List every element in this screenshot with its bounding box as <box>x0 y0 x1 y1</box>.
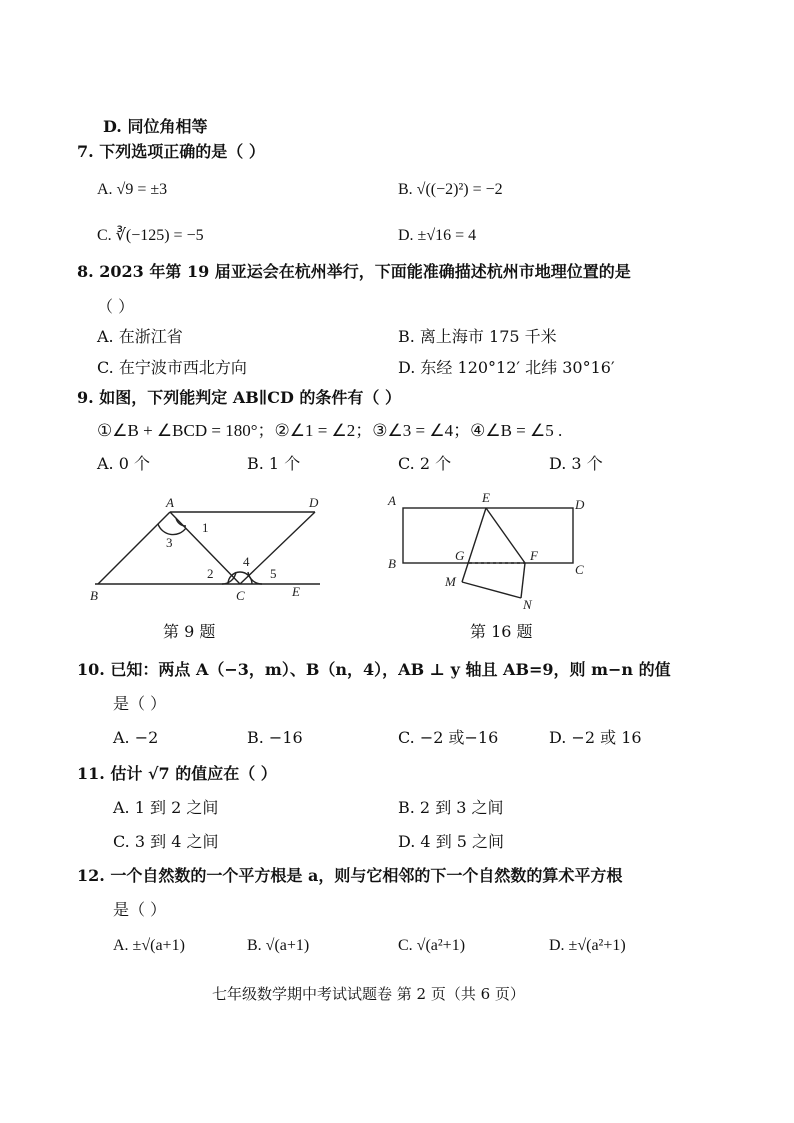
fig16-label-c: C <box>575 562 584 577</box>
fig9-angle-1: 1 <box>202 520 209 535</box>
q7-stem: 7. 下列选项正确的是（ ） <box>77 142 265 161</box>
fig16-label-a: A <box>388 493 396 508</box>
fig9-angle-4: 4 <box>243 554 250 569</box>
line-mn <box>462 582 521 598</box>
q9-stem: 9. 如图，下列能判定 AB∥CD 的条件有（ ） <box>77 388 402 407</box>
q7-option-c: C. ∛(−125) = −5 <box>97 227 204 244</box>
q12-option-d: D. ±√(a²+1) <box>549 937 626 954</box>
q7-option-d: D. ±√16 = 4 <box>398 227 477 244</box>
fig16-label-b: B <box>388 556 396 571</box>
q11-option-a: A. 1 到 2 之间 <box>113 798 219 817</box>
fig9-angle-5: 5 <box>270 566 277 581</box>
fig9-angle-2: 2 <box>207 566 214 581</box>
q6-option-d: D. 同位角相等 <box>103 117 208 136</box>
q8-paren: （ ） <box>97 297 135 316</box>
q7-option-b: B. √((−2)²) = −2 <box>398 181 503 198</box>
fig16-label-d: D <box>575 497 585 512</box>
fig16-label-f: F <box>530 548 538 563</box>
q8-option-a: A. 在浙江省 <box>97 327 183 346</box>
line-cd <box>240 512 315 584</box>
q12-stem: 12. 一个自然数的一个平方根是 a，则与它相邻的下一个自然数的算术平方根 <box>77 866 623 885</box>
rectangle-abcd <box>403 508 573 563</box>
line-ab <box>98 512 170 584</box>
q11-option-b: B. 2 到 3 之间 <box>398 798 504 817</box>
figure-q9 <box>80 492 340 612</box>
q10-option-d: D. −2 或 16 <box>549 728 642 747</box>
page-footer: 七年级数学期中考试试题卷 第 2 页（共 6 页） <box>212 985 525 1003</box>
q9-option-d: D. 3 个 <box>549 454 603 473</box>
q11-option-c: C. 3 到 4 之间 <box>113 832 219 851</box>
q11-stem: 11. 估计 √7 的值应在（ ） <box>77 764 277 783</box>
q11-option-d: D. 4 到 5 之间 <box>398 832 505 851</box>
fig16-label-m: M <box>445 574 456 589</box>
q10-stem-cont: 是（ ） <box>113 694 167 713</box>
q8-option-d: D. 东经 120°12′ 北纬 30°16′ <box>398 358 615 377</box>
fig16-caption: 第 16 题 <box>470 622 533 641</box>
q12-option-c: C. √(a²+1) <box>398 937 466 954</box>
q12-stem-cont: 是（ ） <box>113 900 167 919</box>
q10-option-c: C. −2 或−16 <box>398 728 499 747</box>
fig16-label-g: G <box>455 548 465 563</box>
q7-option-a: A. √9 = ±3 <box>97 181 168 198</box>
q12-option-a: A. ±√(a+1) <box>113 937 185 954</box>
q10-stem: 10. 已知：两点 A（−3，m）、B（n，4），AB ⊥ y 轴且 AB=9，则 m−n 的值 <box>77 660 671 679</box>
fig9-caption: 第 9 题 <box>163 622 216 641</box>
q10-option-a: A. −2 <box>113 728 159 747</box>
line-em <box>462 508 486 582</box>
fig16-label-e: E <box>482 490 490 505</box>
fig9-angle-3: 3 <box>166 535 173 550</box>
q9-option-c: C. 2 个 <box>398 454 452 473</box>
q12-option-b: B. √(a+1) <box>247 937 310 954</box>
q8-option-c: C. 在宁波市西北方向 <box>97 358 247 377</box>
fig9-label-a: A <box>166 495 174 510</box>
fig9-label-e: E <box>292 584 300 599</box>
q9-conditions: ①∠B + ∠BCD = 180°；②∠1 = ∠2；③∠3 = ∠4；④∠B = ∠5 . <box>97 421 563 440</box>
q10-option-b: B. −16 <box>247 728 303 747</box>
fig16-label-n: N <box>523 597 532 612</box>
q9-option-b: B. 1 个 <box>247 454 301 473</box>
line-fn <box>521 563 525 598</box>
figure-q16 <box>385 488 595 613</box>
q8-stem: 8. 2023 年第 19 届亚运会在杭州举行，下面能准确描述杭州市地理位置的是 <box>77 262 631 281</box>
line-ef <box>486 508 525 563</box>
q8-option-b: B. 离上海市 175 千米 <box>398 327 557 346</box>
fig9-label-c: C <box>236 588 245 603</box>
fig9-label-b: B <box>90 588 98 603</box>
fig9-label-d: D <box>309 495 319 510</box>
q9-option-a: A. 0 个 <box>97 454 150 473</box>
